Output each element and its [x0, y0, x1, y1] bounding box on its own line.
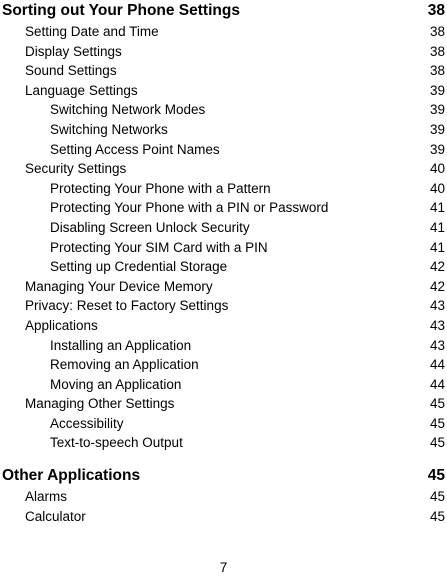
toc-page-number: 45 — [429, 489, 445, 505]
toc-page-number: 40 — [429, 161, 445, 177]
toc-section-entry[interactable] — [2, 81, 445, 101]
toc-page-number: 39 — [429, 82, 445, 98]
toc-entry-title: Removing an Application — [50, 357, 199, 373]
toc-page-number: 43 — [429, 298, 445, 314]
toc-entry-title: Setting Access Point Names — [50, 141, 220, 157]
toc-page-number: 39 — [429, 121, 445, 137]
toc-entry-title: Calculator — [25, 508, 86, 524]
toc-entry-title: Protecting Your Phone with a PIN or Password — [50, 200, 329, 216]
toc-entry-title: Security Settings — [25, 161, 127, 177]
toc-section-entry[interactable] — [2, 487, 445, 507]
toc-subsection-entry[interactable] — [2, 414, 445, 434]
toc-subsection-entry[interactable] — [2, 433, 445, 453]
toc-page-number: 38 — [429, 24, 445, 39]
toc-page-number: 45 — [429, 415, 445, 431]
toc-page-number: 45 — [429, 435, 445, 451]
toc-entry-title: Sound Settings — [25, 63, 117, 79]
toc-chapter-title: Sorting out Your Phone Settings — [2, 2, 240, 19]
toc-section-entry[interactable] — [2, 316, 445, 336]
toc-page-number: 42 — [429, 278, 445, 294]
toc-page-number: 45 — [429, 396, 445, 412]
toc-entry-title: Managing Other Settings — [25, 396, 175, 412]
toc-page-number: 39 — [429, 141, 445, 157]
toc-page-number: 40 — [429, 180, 445, 196]
toc-page-number: 43 — [429, 337, 445, 353]
toc-page-number: 41 — [429, 200, 445, 216]
toc-page-number: 41 — [429, 219, 445, 235]
toc-section-entry[interactable] — [2, 42, 445, 62]
toc-subsection-entry[interactable] — [2, 257, 445, 277]
toc-entry-title: Text-to-speech Output — [50, 435, 183, 451]
toc-subsection-entry[interactable] — [2, 120, 445, 140]
toc-subsection-entry[interactable] — [2, 355, 445, 375]
toc-section-entry[interactable] — [2, 394, 445, 414]
toc-section-entry[interactable] — [2, 61, 445, 81]
toc-entry-title: Privacy: Reset to Factory Settings — [25, 298, 229, 314]
toc-page-number: 42 — [429, 259, 445, 275]
toc-page-number: 43 — [429, 317, 445, 333]
page-number-footer: 7 — [219, 560, 228, 575]
toc-subsection-entry[interactable] — [2, 238, 445, 258]
toc-page-number: 45 — [429, 508, 445, 524]
toc-page-number: 44 — [429, 357, 445, 373]
toc-section-entry[interactable] — [2, 296, 445, 316]
toc-entry-title: Moving an Application — [50, 376, 182, 392]
section-spacer — [2, 453, 445, 465]
toc-entry-title: Setting Date and Time — [25, 24, 159, 39]
toc-entry-title: Switching Networks — [50, 121, 168, 137]
toc-page-number: 39 — [429, 102, 445, 118]
toc-entry-title: Applications — [25, 317, 98, 333]
table-of-contents — [2, 0, 445, 526]
toc-entry-title: Managing Your Device Memory — [25, 278, 213, 294]
toc-section-entry[interactable] — [2, 277, 445, 297]
toc-entry-title: Protecting Your Phone with a Pattern — [50, 180, 271, 196]
toc-subsection-entry[interactable] — [2, 198, 445, 218]
toc-entry-title: Display Settings — [25, 43, 122, 59]
toc-section-entries — [2, 487, 445, 526]
toc-entry-title: Language Settings — [25, 82, 138, 98]
toc-entry-title: Installing an Application — [50, 337, 192, 353]
toc-page-number: 38 — [429, 63, 445, 79]
toc-section-entry[interactable] — [2, 22, 445, 42]
toc-section-entry[interactable] — [2, 159, 445, 179]
toc-chapter-title: Other Applications — [2, 467, 141, 485]
toc-subsection-entry[interactable] — [2, 218, 445, 238]
toc-section-entry[interactable] — [2, 507, 445, 527]
toc-page-number: 38 — [427, 2, 445, 19]
toc-subsection-entry[interactable] — [2, 140, 445, 160]
toc-entry-title: Accessibility — [50, 415, 124, 431]
toc-page-number: 45 — [427, 467, 445, 485]
toc-entry-title: Alarms — [25, 489, 68, 505]
toc-chapter-entry[interactable] — [2, 0, 445, 22]
toc-subsection-entry[interactable] — [2, 100, 445, 120]
toc-subsection-entry[interactable] — [2, 336, 445, 356]
toc-section-entries — [2, 22, 445, 453]
toc-subsection-entry[interactable] — [2, 179, 445, 199]
toc-subsection-entry[interactable] — [2, 375, 445, 395]
toc-entry-title: Disabling Screen Unlock Security — [50, 219, 250, 235]
toc-chapter-entry[interactable] — [2, 465, 445, 487]
toc-page-number: 44 — [429, 376, 445, 392]
toc-page-number: 38 — [429, 43, 445, 59]
toc-page-number: 41 — [429, 239, 445, 255]
toc-entry-title: Switching Network Modes — [50, 102, 206, 118]
toc-entry-title: Protecting Your SIM Card with a PIN — [50, 239, 268, 255]
toc-entry-title: Setting up Credential Storage — [50, 259, 228, 275]
